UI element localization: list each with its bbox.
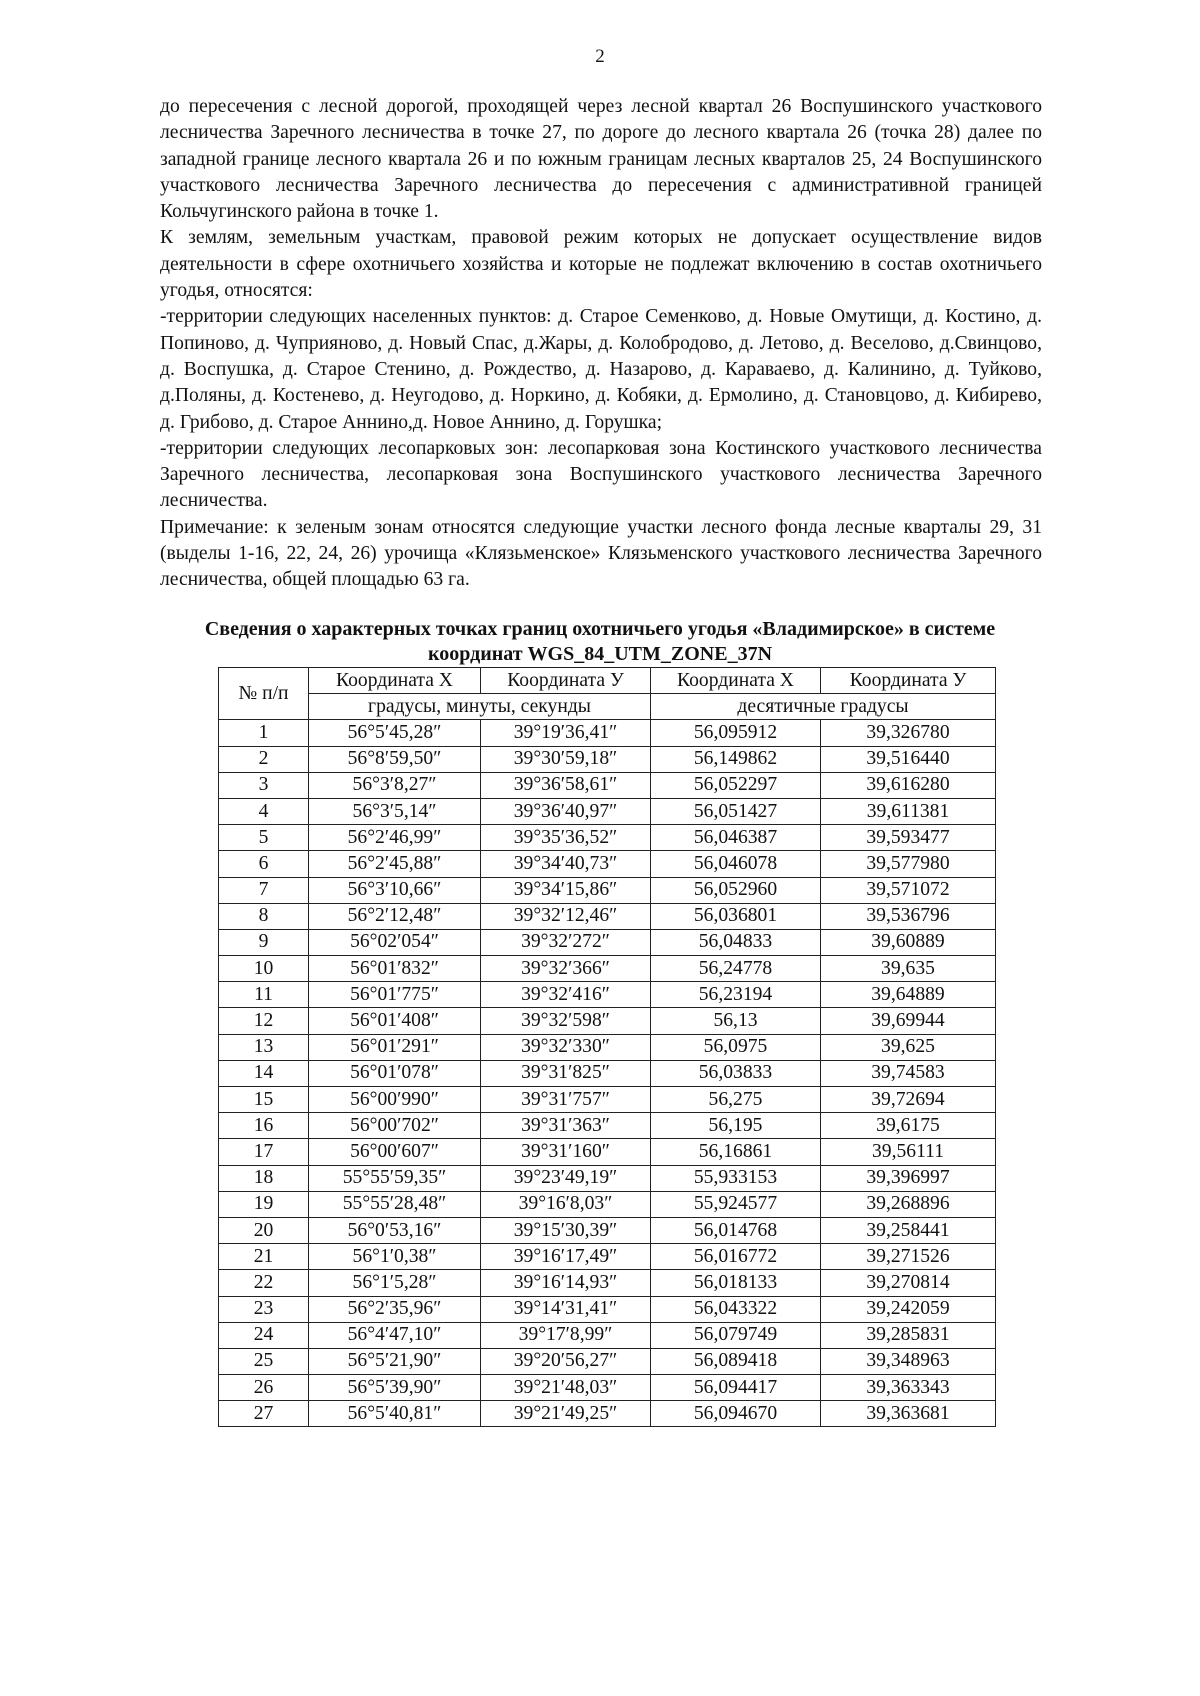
cell-dms-y: 39°21′48,03″ [481,1375,651,1401]
cell-dec-x: 56,018133 [651,1270,821,1296]
cell-point-number: 10 [219,956,309,982]
cell-dms-y: 39°31′825″ [481,1060,651,1086]
cell-dms-x: 56°5′21,90″ [309,1348,481,1374]
cell-dms-y: 39°30′59,18″ [481,746,651,772]
cell-dms-y: 39°31′160″ [481,1139,651,1165]
cell-dms-x: 56°1′5,28″ [309,1270,481,1296]
table-row [219,1113,996,1139]
cell-dec-y: 39,396997 [821,1165,996,1191]
header-dms-y: Координата У [481,668,651,694]
cell-dec-y: 39,69944 [821,1008,996,1034]
table-row [219,1139,996,1165]
cell-dec-y: 39,64889 [821,982,996,1008]
cell-point-number: 16 [219,1113,309,1139]
table-row [219,1296,996,1322]
cell-point-number: 11 [219,982,309,1008]
cell-dec-y: 39,74583 [821,1060,996,1086]
cell-point-number: 15 [219,1087,309,1113]
cell-dms-y: 39°23′49,19″ [481,1165,651,1191]
cell-dms-y: 39°14′31,41″ [481,1296,651,1322]
cell-dec-x: 56,24778 [651,956,821,982]
cell-dec-x: 56,149862 [651,746,821,772]
cell-dms-y: 39°31′757″ [481,1087,651,1113]
cell-dec-x: 56,23194 [651,982,821,1008]
cell-point-number: 26 [219,1375,309,1401]
table-row [219,720,996,746]
cell-point-number: 7 [219,877,309,903]
cell-dec-y: 39,348963 [821,1348,996,1374]
cell-dms-x: 56°00′702″ [309,1113,481,1139]
table-row [219,877,996,903]
paragraph: К землям, земельным участкам, правовой режим которых не допускает осуществление видов деятельности в сфере охотничьего хозяйства и которые не подлежат включению в состав охотничьего угодья, относятся: [160,227,1042,302]
table-row [219,772,996,798]
cell-dec-x: 56,16861 [651,1139,821,1165]
cell-point-number: 20 [219,1217,309,1243]
cell-dec-y: 39,625 [821,1034,996,1060]
cell-dms-y: 39°32′416″ [481,982,651,1008]
cell-dms-y: 39°19′36,41″ [481,720,651,746]
table-row [219,956,996,982]
table-row [219,1034,996,1060]
cell-dec-x: 56,079749 [651,1322,821,1348]
cell-dec-y: 39,60889 [821,929,996,955]
cell-dms-y: 39°32′366″ [481,956,651,982]
cell-dms-y: 39°34′15,86″ [481,877,651,903]
cell-dms-y: 39°20′56,27″ [481,1348,651,1374]
table-title-line: Сведения о характерных точках границ охотничьего угодья «Владимирское» в системе [204,618,996,640]
table-row [219,798,996,824]
cell-point-number: 1 [219,720,309,746]
cell-dms-x: 55°55′59,35″ [309,1165,481,1191]
cell-point-number: 13 [219,1034,309,1060]
table-row [219,746,996,772]
header-dec-x: Координата X [651,668,821,694]
table-row [219,1165,996,1191]
cell-dec-y: 39,258441 [821,1217,996,1243]
cell-dec-y: 39,242059 [821,1296,996,1322]
header-dms-group: градусы, минуты, секунды [309,694,651,720]
cell-point-number: 17 [219,1139,309,1165]
cell-point-number: 9 [219,929,309,955]
cell-dms-y: 39°35′36,52″ [481,825,651,851]
cell-dec-x: 56,016772 [651,1244,821,1270]
cell-point-number: 18 [219,1165,309,1191]
cell-dms-y: 39°16′14,93″ [481,1270,651,1296]
cell-dec-x: 56,03833 [651,1060,821,1086]
cell-dec-y: 39,285831 [821,1322,996,1348]
cell-dec-y: 39,270814 [821,1270,996,1296]
cell-dms-y: 39°36′40,97″ [481,798,651,824]
cell-dms-x: 56°5′40,81″ [309,1401,481,1427]
table-row [219,1348,996,1374]
cell-dms-x: 56°2′46,99″ [309,825,481,851]
cell-dec-y: 39,363343 [821,1375,996,1401]
cell-dms-x: 56°8′59,50″ [309,746,481,772]
document-body [160,94,1042,594]
cell-dms-y: 39°16′8,03″ [481,1191,651,1217]
cell-point-number: 4 [219,798,309,824]
cell-dec-x: 56,195 [651,1113,821,1139]
cell-dec-x: 56,052297 [651,772,821,798]
cell-dec-y: 39,611381 [821,798,996,824]
cell-point-number: 12 [219,1008,309,1034]
cell-dec-x: 56,043322 [651,1296,821,1322]
cell-dec-x: 55,933153 [651,1165,821,1191]
cell-dms-y: 39°31′363″ [481,1113,651,1139]
cell-dec-x: 56,275 [651,1087,821,1113]
cell-dec-x: 56,094670 [651,1401,821,1427]
table-row [219,982,996,1008]
cell-dec-x: 56,051427 [651,798,821,824]
cell-dms-x: 56°02′054″ [309,929,481,955]
table-row [219,1270,996,1296]
cell-dms-x: 56°2′12,48″ [309,903,481,929]
paragraph: -территории следующих лесопарковых зон: лесопарковая зона Костинского участкового лесничества Заречного лесничества, лесопарковая зона Воспушинского участкового лесничества Заречного лесничества. [160,437,1042,512]
cell-dms-x: 56°1′0,38″ [309,1244,481,1270]
cell-dec-y: 39,268896 [821,1191,996,1217]
cell-dms-x: 56°01′078″ [309,1060,481,1086]
cell-dec-y: 39,616280 [821,772,996,798]
table-title [150,617,1050,667]
cell-dms-x: 56°5′39,90″ [309,1375,481,1401]
table-row [219,1008,996,1034]
table-row [219,1244,996,1270]
cell-dec-x: 55,924577 [651,1191,821,1217]
table-row [219,903,996,929]
paragraph: -территории следующих населенных пунктов: д. Старое Семенково, д. Новые Омутищи, д. Костино, д. Попиново, д. Чуприяново, д. Новый Спас, д.Жары, д. Колобродово, д. Летово, д. Веселово, д.Свинцово, д. Воспушка, д. Старое Стенино, д. Рождество, д. Назарово, д. Караваево, д. Калинино, д. Туйково, д.Поляны, д. Костенево, д. Неугодово, д. Норкино, д. Кобяки, д. Ермолино, д. Становцово, д. Кибирево, д. Грибово, д. Старое Аннино,д. Новое Аннино, д. Горушка; [160,306,1042,433]
cell-dms-x: 56°3′8,27″ [309,772,481,798]
cell-dms-y: 39°17′8,99″ [481,1322,651,1348]
cell-dec-y: 39,571072 [821,877,996,903]
cell-dec-x: 56,046078 [651,851,821,877]
cell-dec-x: 56,014768 [651,1217,821,1243]
cell-dms-x: 56°0′53,16″ [309,1217,481,1243]
page-number: 2 [595,46,605,67]
table-title-line: координат WGS_84_UTM_ZONE_37N [427,643,773,665]
cell-dec-x: 56,036801 [651,903,821,929]
cell-dec-y: 39,577980 [821,851,996,877]
header-number: № п/п [219,668,309,720]
cell-point-number: 23 [219,1296,309,1322]
table-row [219,1217,996,1243]
cell-dms-x: 56°01′291″ [309,1034,481,1060]
cell-dms-y: 39°32′330″ [481,1034,651,1060]
cell-dms-x: 56°3′5,14″ [309,798,481,824]
cell-dec-y: 39,536796 [821,903,996,929]
cell-point-number: 22 [219,1270,309,1296]
cell-dec-y: 39,56111 [821,1139,996,1165]
cell-dms-x: 56°2′45,88″ [309,851,481,877]
cell-dec-x: 56,052960 [651,877,821,903]
cell-point-number: 14 [219,1060,309,1086]
cell-dms-y: 39°32′12,46″ [481,903,651,929]
cell-point-number: 21 [219,1244,309,1270]
cell-point-number: 19 [219,1191,309,1217]
cell-point-number: 25 [219,1348,309,1374]
cell-dec-x: 56,04833 [651,929,821,955]
table-row [219,1322,996,1348]
table-row [219,1375,996,1401]
table-row [219,851,996,877]
table-row [219,929,996,955]
cell-dms-x: 56°4′47,10″ [309,1322,481,1348]
cell-dec-y: 39,72694 [821,1087,996,1113]
cell-dec-x: 56,094417 [651,1375,821,1401]
paragraph: Примечание: к зеленым зонам относятся следующие участки лесного фонда лесные кварталы 29, 31 (выделы 1-16, 22, 24, 26) урочища «Клязьменское» Клязьменского участкового лесничества Заречного лесничества, общей площадью 63 га. [160,516,1042,591]
cell-dec-x: 56,13 [651,1008,821,1034]
cell-dms-y: 39°15′30,39″ [481,1217,651,1243]
cell-dec-x: 56,046387 [651,825,821,851]
cell-dec-y: 39,363681 [821,1401,996,1427]
header-dec-y: Координата У [821,668,996,694]
cell-dms-x: 56°01′408″ [309,1008,481,1034]
cell-point-number: 2 [219,746,309,772]
cell-dec-x: 56,089418 [651,1348,821,1374]
table-row [219,1191,996,1217]
cell-point-number: 3 [219,772,309,798]
cell-dec-y: 39,593477 [821,825,996,851]
cell-dec-y: 39,516440 [821,746,996,772]
cell-point-number: 6 [219,851,309,877]
cell-dms-x: 56°01′775″ [309,982,481,1008]
cell-dms-x: 56°01′832″ [309,956,481,982]
cell-point-number: 27 [219,1401,309,1427]
cell-dms-y: 39°16′17,49″ [481,1244,651,1270]
cell-dec-x: 56,095912 [651,720,821,746]
cell-dec-y: 39,271526 [821,1244,996,1270]
table-row [219,825,996,851]
cell-dms-y: 39°34′40,73″ [481,851,651,877]
cell-point-number: 24 [219,1322,309,1348]
cell-dec-x: 56,0975 [651,1034,821,1060]
cell-dms-y: 39°32′272″ [481,929,651,955]
cell-dec-y: 39,6175 [821,1113,996,1139]
cell-dms-y: 39°36′58,61″ [481,772,651,798]
cell-dms-y: 39°21′49,25″ [481,1401,651,1427]
table-row [219,1087,996,1113]
cell-dms-x: 55°55′28,48″ [309,1191,481,1217]
cell-dms-x: 56°00′607″ [309,1139,481,1165]
header-dec-group: десятичные градусы [651,694,996,720]
cell-point-number: 5 [219,825,309,851]
cell-dms-x: 56°00′990″ [309,1087,481,1113]
cell-dms-x: 56°3′10,66″ [309,877,481,903]
coordinates-table [218,667,996,1427]
table-row [219,1401,996,1427]
cell-point-number: 8 [219,903,309,929]
cell-dec-y: 39,326780 [821,720,996,746]
cell-dms-x: 56°2′35,96″ [309,1296,481,1322]
cell-dms-x: 56°5′45,28″ [309,720,481,746]
paragraph: до пересечения с лесной дорогой, проходящей через лесной квартал 26 Воспушинского участкового лесничества Заречного лесничества в точке 27, по дороге до лесного квартала 26 (точка 28) далее по западной границе лесного квартала 26 и по южным границам лесных кварталов 25, 24 Воспушинского участкового лесничества Заречного лесничества до пересечения с административной границей Кольчугинского района в точке 1. [160,96,1042,223]
table-row [219,1060,996,1086]
cell-dec-y: 39,635 [821,956,996,982]
cell-dms-y: 39°32′598″ [481,1008,651,1034]
header-dms-x: Координата X [309,668,481,694]
